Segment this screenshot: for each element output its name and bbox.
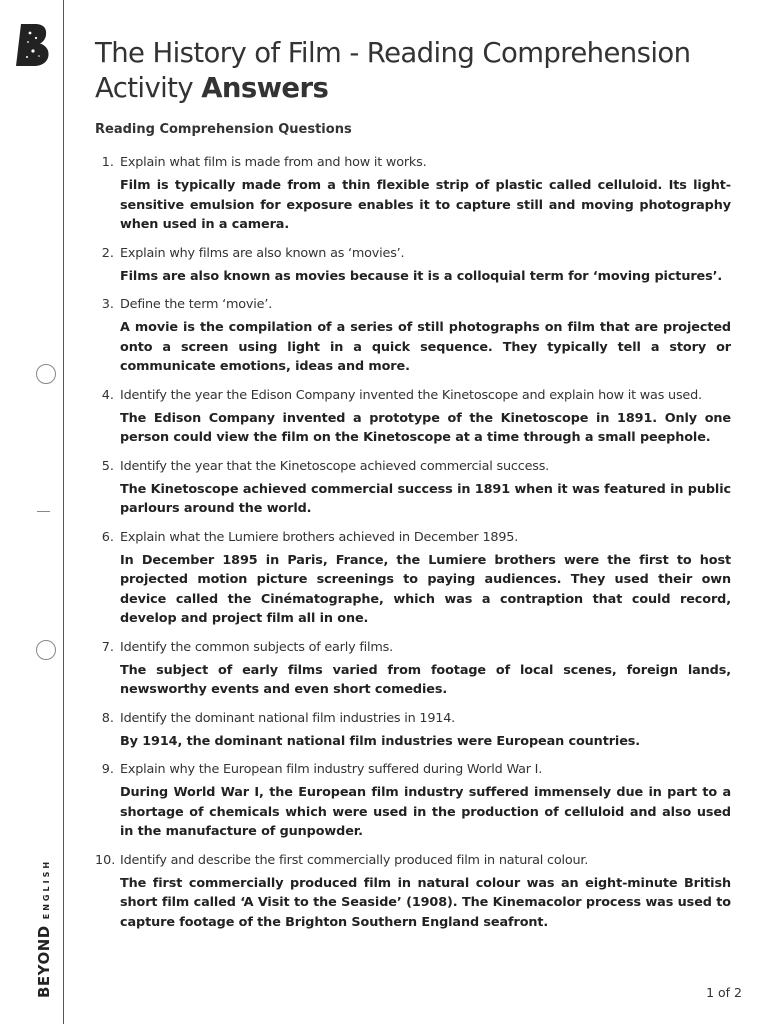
qa-item xyxy=(95,638,731,700)
question-text: Explain what film is made from and how it works. xyxy=(120,155,427,170)
margin-line xyxy=(63,0,64,1024)
qa-item xyxy=(95,528,731,629)
qa-item xyxy=(95,709,731,752)
punch-hole-bottom xyxy=(36,640,56,660)
brand-sub: ENGLISH xyxy=(42,858,51,920)
page-title xyxy=(95,36,745,106)
qa-item xyxy=(95,244,731,287)
question-number: 6. xyxy=(101,529,114,545)
answer-text: The first commercially produced film in natural colour was an eight-minute British short film called ‘A Visit to the Seaside’ (1908). The Kinemacolor process was used to capture footage of the Brighton Southern England seafront. xyxy=(120,875,731,930)
title-main: The History of Film - Reading Comprehension Activity xyxy=(95,37,691,104)
question-text: Identify the year that the Kinetoscope achieved commercial success. xyxy=(120,458,550,474)
question-number: 7. xyxy=(101,639,114,655)
qa-list xyxy=(95,153,731,941)
answer-text: A movie is the compilation of a series of still photographs on film that are projected onto a screen using light in a quick sequence. They typically tell a story or communicate emotions, ideas and more. xyxy=(120,320,731,374)
qa-item xyxy=(95,457,731,519)
page-number: 1 of 2 xyxy=(706,985,742,1000)
answer-text: The Kinetoscope achieved commercial success in 1891 when it was featured in public parlours around the world. xyxy=(120,481,731,516)
fold-mark xyxy=(37,511,50,512)
question-number: 8. xyxy=(101,710,114,726)
question-text: Identify the common subjects of early films. xyxy=(120,639,393,655)
question-number: 2. xyxy=(101,245,114,261)
answer-text: Films are also known as movies because it is a colloquial term for ‘moving pictures’. xyxy=(120,268,723,284)
qa-item xyxy=(95,851,731,933)
question-text: Explain why the European film industry suffered during World War I. xyxy=(120,762,543,777)
question-number: 4. xyxy=(101,387,114,403)
question-text: Identify the year the Edison Company invented the Kinetoscope and explain how it was used. xyxy=(120,387,702,403)
qa-item xyxy=(95,153,731,235)
punch-hole-top xyxy=(36,364,56,384)
question-text: Identify the dominant national film industries in 1914. xyxy=(120,710,456,726)
brand-main: BEYOND xyxy=(35,925,53,998)
answer-text: The Edison Company invented a prototype of the Kinetoscope in 1891. Only one person could view the film on the Kinetoscope at a time through a small peephole. xyxy=(120,410,731,445)
qa-item xyxy=(95,386,731,448)
qa-item xyxy=(95,295,731,377)
question-text: Explain why films are also known as ‘movies’. xyxy=(120,245,405,261)
question-number: 3. xyxy=(101,297,114,312)
brand-logo-text xyxy=(34,859,53,998)
answer-text: By 1914, the dominant national film industries were European countries. xyxy=(120,733,641,749)
title-bold: Answers xyxy=(201,72,329,104)
answer-text: Film is typically made from a thin flexible strip of plastic called celluloid. Its light-sensitive emulsion for exposure enables it to capture still and moving photography when used in a camera. xyxy=(120,178,731,232)
question-text: Define the term ‘movie’. xyxy=(120,297,273,312)
question-number: 5. xyxy=(101,458,114,474)
beyond-b-logo-icon xyxy=(16,24,50,66)
question-number: 9. xyxy=(101,762,114,777)
answer-text: In December 1895 in Paris, France, the Lumiere brothers were the first to host projected motion picture screenings to paying audiences. They used their own device called the Cinématographe, which was a contraption that could record, develop and project film all in one. xyxy=(120,552,731,626)
question-text: Explain what the Lumiere brothers achieved in December 1895. xyxy=(120,529,519,545)
answer-text: The subject of early films varied from footage of local scenes, foreign lands, newsworthy events and even short comedies. xyxy=(120,662,731,697)
qa-item xyxy=(95,760,731,842)
question-text: Identify and describe the first commercially produced film in natural colour. xyxy=(120,852,589,868)
question-number: 10. xyxy=(95,852,116,868)
section-heading: Reading Comprehension Questions xyxy=(95,122,352,137)
answer-text: During World War I, the European film industry suffered immensely due in part to a shortage of chemicals which were used in the production of celluloid and also used in the manufacture of gunpowder. xyxy=(120,785,731,839)
question-number: 1. xyxy=(101,155,114,170)
